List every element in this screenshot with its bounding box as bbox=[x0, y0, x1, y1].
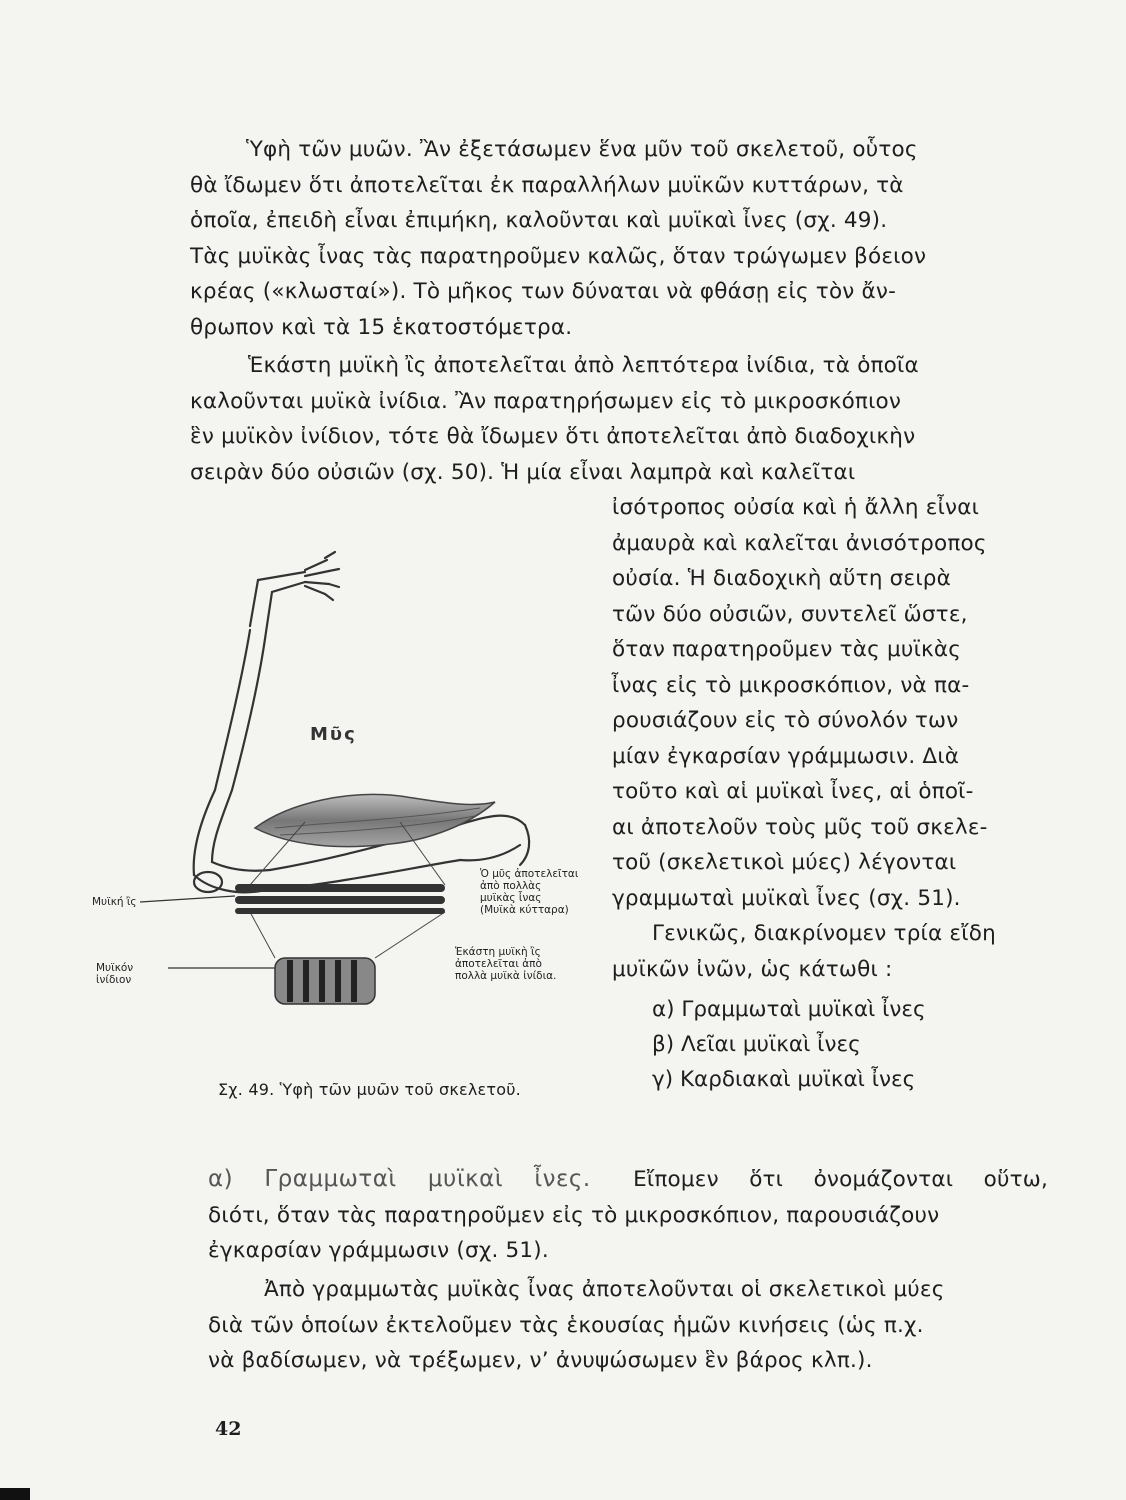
text-line: ὁποῖα, ἐπειδὴ εἶναι ἐπιμήκη, καλοῦνται καὶ μυϊκαὶ ἶνες (σχ. 49). bbox=[190, 208, 888, 233]
figure-muscle-structure bbox=[92, 540, 620, 1010]
text-line: τοῦ (σκελετικοὶ μύες) λέγονται bbox=[612, 850, 957, 875]
text-line: ἰσότροπος οὐσία καὶ ἡ ἄλλη εἶναι bbox=[612, 495, 980, 520]
text-line: ἐγκαρσίαν γράμμωσιν (σχ. 51). bbox=[208, 1238, 549, 1263]
arm-illustration bbox=[100, 540, 620, 1010]
text-line: ὅταν παρατηροῦμεν τὰς μυϊκὰς bbox=[612, 637, 962, 662]
annotation-muscle: Ὁ μῦς ἀποτελεῖται ἀπὸ πολλὰς μυϊκὰς ἶνας (Μυϊκὰ κύτταρα) bbox=[480, 868, 579, 916]
label-muscle-fiber: Μυϊκή ἲς bbox=[92, 896, 137, 908]
text-line: Γενικῶς, διακρίνομεν τρία εἴδη bbox=[652, 921, 996, 946]
text-line: κρέας («κλωσταί»). Τὸ μῆκος των δύναται νὰ φθάσῃ εἰς τὸν ἄν- bbox=[190, 279, 897, 304]
section-striated bbox=[208, 1162, 1048, 1269]
scan-edge bbox=[0, 1488, 30, 1500]
text-line: σειρὰν δύο οὐσιῶν (σχ. 50). Ἡ μία εἶναι λαμπρὰ καὶ καλεῖται bbox=[190, 459, 856, 485]
text-line: μυϊκῶν ἰνῶν, ὡς κάτωθι : bbox=[612, 956, 893, 982]
text-line: ρουσιάζουν εἰς τὸ σύνολόν των bbox=[612, 708, 959, 733]
text-line: Εἴπομεν ὅτι ὀνομάζονται οὕτω, bbox=[633, 1167, 1048, 1192]
figure-caption: Σχ. 49. Ὑφὴ τῶν μυῶν τοῦ σκελετοῦ. bbox=[218, 1080, 521, 1099]
text-line: ἓν μυϊκὸν ἰνίδιον, τότε θὰ ἴδωμεν ὅτι ἀποτελεῖται ἀπὸ διαδοχικὴν bbox=[190, 424, 916, 449]
text-line: καλοῦνται μυϊκὰ ἰνίδια. Ἂν παρατηρήσωμεν εἰς τὸ μικροσκόπιον bbox=[190, 388, 902, 414]
text-line: Ὑφὴ τῶν μυῶν. Ἂν ἐξετάσωμεν ἕνα μῦν τοῦ σκελετοῦ, οὗτος bbox=[246, 137, 918, 162]
section-heading: α) Γραμμωταὶ μυϊκαὶ ἶνες. bbox=[208, 1166, 591, 1192]
list-item: γ) Καρδιακαὶ μυϊκαὶ ἶνες bbox=[652, 1067, 916, 1092]
text-line: ἀμαυρὰ καὶ καλεῖται ἀνισότροπος bbox=[612, 530, 987, 556]
section-line bbox=[208, 1162, 1048, 1198]
list-item: α) Γραμμωταὶ μυϊκαὶ ἶνες bbox=[652, 997, 926, 1022]
text-line: ἶνας εἰς τὸ μικροσκόπιον, νὰ πα- bbox=[612, 672, 970, 698]
text-line: θὰ ἴδωμεν ὅτι ἀποτελεῖται ἐκ παραλλήλων μυϊκῶν κυττάρων, τὰ bbox=[190, 172, 904, 198]
text-line: γραμμωταὶ μυϊκαὶ ἶνες (σχ. 51). bbox=[612, 885, 961, 911]
text-line: μίαν ἐγκαρσίαν γράμμωσιν. Διὰ bbox=[612, 743, 960, 769]
text-line: διὰ τῶν ὁποίων ἐκτελοῦμεν τὰς ἑκουσίας ἡμῶν κινήσεις (ὡς π.χ. bbox=[208, 1312, 924, 1338]
annotation-fiber: Ἑκάστη μυϊκὴ ἲς ἀποτελεῖται ἀπὸ πολλὰ μυϊκὰ ἰνίδια. bbox=[455, 946, 557, 982]
paragraph-muscle-structure bbox=[190, 132, 1040, 345]
label-muscle-fibril: Μυϊκόν ἰνίδιον bbox=[96, 962, 134, 986]
text-line: τῶν δύο οὐσιῶν, συντελεῖ ὥστε, bbox=[612, 601, 968, 627]
text-line: θρωπον καὶ τὰ 15 ἑκατοστόμετρα. bbox=[190, 314, 573, 340]
fibril-cylinder bbox=[275, 958, 375, 1004]
label-muscle: Μῦς bbox=[310, 724, 357, 745]
text-line: νὰ βαδίσωμεν, νὰ τρέξωμεν, ν’ ἀνυψώσωμεν ἓν βάρος κλπ.). bbox=[208, 1348, 873, 1373]
text-line: διότι, ὅταν τὰς παρατηροῦμεν εἰς τὸ μικροσκόπιον, παρουσιάζουν bbox=[208, 1202, 940, 1228]
text-line: αι ἀποτελοῦν τοὺς μῦς τοῦ σκελε- bbox=[612, 814, 988, 840]
muscle-fibers bbox=[235, 884, 445, 914]
list-item: β) Λεῖαι μυϊκαὶ ἶνες bbox=[652, 1032, 861, 1057]
text-line: τοῦτο καὶ αἱ μυϊκαὶ ἶνες, αἱ ὁποῖ- bbox=[612, 779, 974, 804]
muscle-types-list bbox=[652, 992, 926, 1097]
text-line: Τὰς μυϊκὰς ἶνας τὰς παρατηροῦμεν καλῶς, ὅταν τρώγωμεν βόειον bbox=[190, 243, 927, 269]
text-line: οὐσία. Ἡ διαδοχικὴ αὕτη σειρὰ bbox=[612, 566, 952, 591]
right-column-text bbox=[612, 490, 1037, 987]
paragraph-skeletal-muscles bbox=[208, 1272, 1048, 1379]
page-number: 42 bbox=[215, 1418, 242, 1440]
text-line: Ἀπὸ γραμμωτὰς μυϊκὰς ἶνας ἀποτελοῦνται οἱ σκελετικοὶ μύες bbox=[264, 1277, 945, 1302]
paragraph-fibrils bbox=[190, 348, 1040, 490]
text-line: Ἑκάστη μυϊκὴ ἲς ἀποτελεῖται ἀπὸ λεπτότερα ἰνίδια, τὰ ὁποῖα bbox=[248, 353, 919, 378]
